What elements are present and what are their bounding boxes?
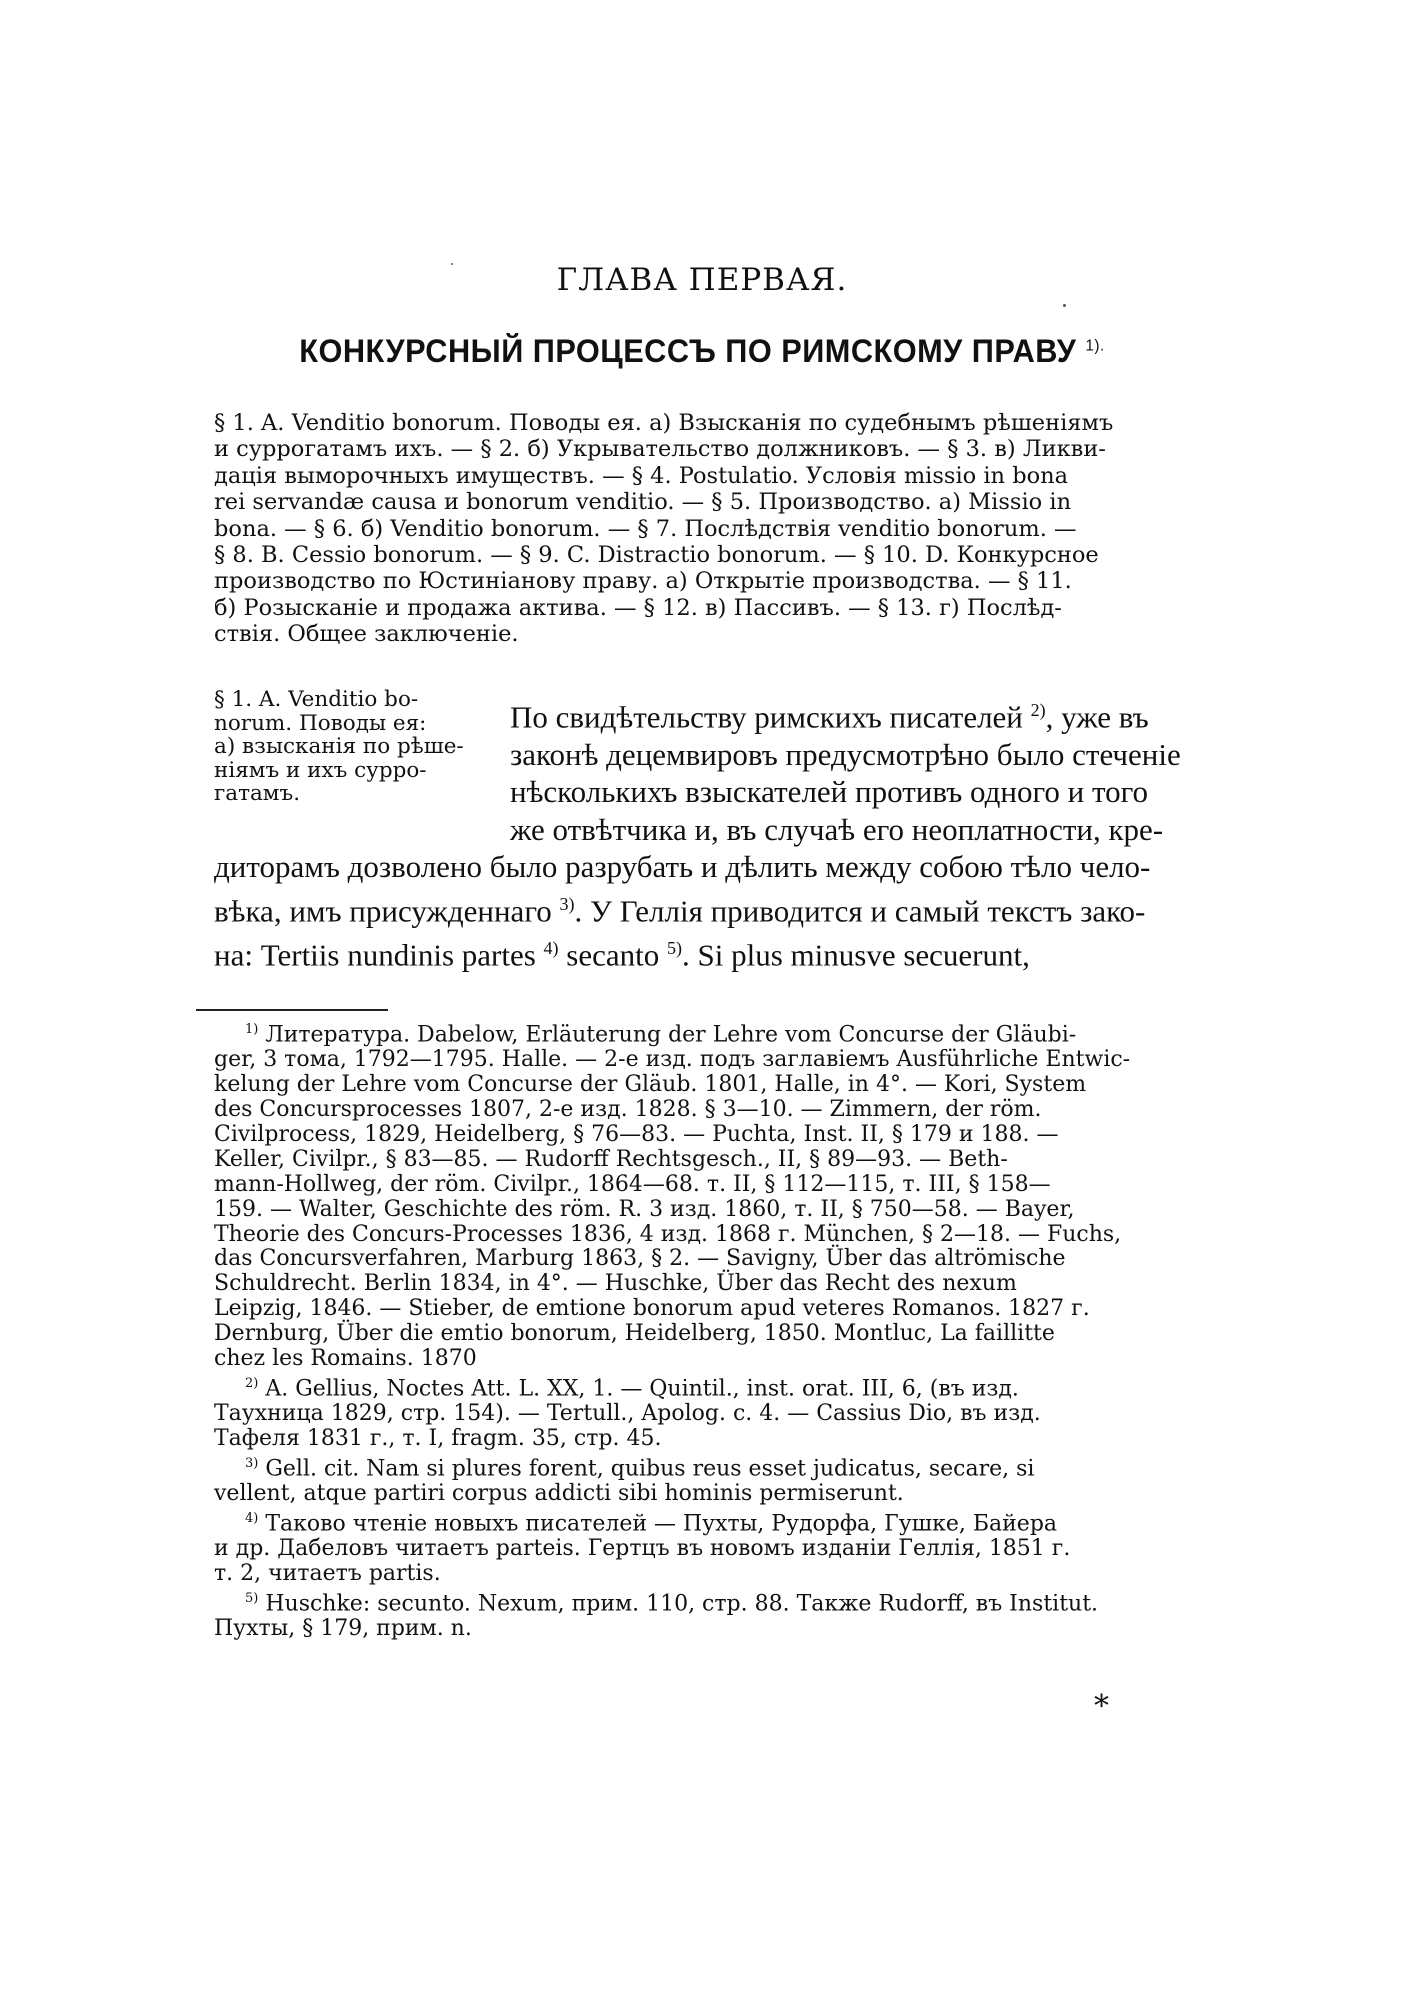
footnote-line: Таухница 1829, стр. 154). — Tertull., Apolog. c. 4. — Cassius Dio, въ изд. (214, 1401, 1041, 1427)
summary-line: rei servandæ causa и bonorum venditio. — § 5. Производство. а) Missio in (214, 489, 1072, 516)
footnote-line (214, 1587, 1214, 1617)
footnote-mark: 5) (245, 1591, 259, 1607)
body-line: нѣсколькихъ взыскателей противъ одного и того (510, 774, 1149, 810)
footnote-text: A. Gellius, Noctes Att. L. XX, 1. — Quintil., inst. orat. III, 6, (въ изд. (258, 1376, 1019, 1402)
body-text-span: . Si plus minusve secuerunt, (682, 936, 1030, 972)
footnote-line: Schuldrecht. Berlin 1834, in 4°. — Huschke, Über das Recht des nexum (214, 1271, 1017, 1297)
chapter-heading: ГЛАВА ПЕРВАЯ. (556, 262, 848, 298)
margin-note-line: ніямъ и ихъ сурро- (214, 757, 427, 783)
footnote-ref: 2) (1030, 700, 1046, 720)
footnote-text: Huschke: secunto. Nexum, прим. 110, стр. 88. Также Rudorff, въ Institut. (258, 1591, 1099, 1617)
scan-speck (451, 263, 453, 265)
footnote-line: des Concursprocesses 1807, 2-е изд. 1828. § 3—10. — Zimmern, der röm. (214, 1097, 1042, 1123)
footnote-line: Theorie des Concurs-Processes 1836, 4 изд. 1868 г. München, § 2—18. — Fuchs, (214, 1221, 1122, 1247)
footnote-mark: 3) (245, 1456, 259, 1472)
footnote-line: chez les Romains. 1870 (214, 1346, 477, 1372)
body-line: законѣ децемвировъ предусмотрѣно было стеченіе (510, 736, 1181, 772)
footnote-line: Пухты, § 179, прим. n. (214, 1616, 472, 1642)
footnote-mark: 4) (245, 1511, 259, 1527)
body-text-span: По свидѣтельству римскихъ писателей (510, 699, 1031, 735)
body-text-span: , уже въ (1045, 699, 1149, 735)
footnote-ref: 3) (559, 893, 575, 914)
footnote-line (214, 1452, 1214, 1482)
footnote-mark: 1) (245, 1022, 259, 1037)
chapter-summary (214, 410, 1194, 648)
footnote-text: Литература. Dabelow, Erläuterung der Lehre vom Concurse der Gläubi- (258, 1022, 1077, 1048)
footnote-line: Leipzig, 1846. — Stieber, de emtione bonorum apud veteres Romanos. 1827 г. (214, 1296, 1090, 1322)
footnote-ref: 5) (667, 937, 682, 958)
footnote-line: 159. — Walter, Geschichte des röm. R. 3 изд. 1860, т. II, § 750—58. — Bayer, (214, 1196, 1075, 1222)
footnote-line: kelung der Lehre vom Concurse der Gläub. 1801, Halle, in 4°. — Kori, System (214, 1072, 1087, 1098)
footnote-ref: 4) (543, 937, 559, 958)
margin-note-line: norum. Поводы ея: (214, 710, 427, 736)
footnote-line: ger, 3 тома, 1792—1795. Halle. — 2-е изд. подъ заглавіемъ Ausführliche Entwic- (214, 1047, 1131, 1073)
footnote-line: Dernburg, Über die emtio bonorum, Heidelberg, 1850. Montluc, La faillitte (214, 1321, 1055, 1347)
body-line: же отвѣтчика и, въ случаѣ его неоплатности, кре- (510, 811, 1164, 847)
body-line (214, 886, 1204, 930)
footnote-text: Gell. cit. Nam si plures forent, quibus reus esset judicatus, secare, si (258, 1456, 1035, 1482)
margin-note-line: гатамъ. (214, 781, 301, 806)
body-line (214, 692, 1204, 736)
footnote-text: Таково чтеніе новыхъ писателей — Пухты, Рудорфа, Гушке, Байера (258, 1511, 1058, 1537)
body-text (214, 692, 1204, 973)
footnote-line: mann-Hollweg, der röm. Civilpr., 1864—68. т. II, § 112—115, т. III, § 158— (214, 1171, 1051, 1197)
body-line: диторамъ дозволено было разрубать и дѣлить между собою тѣло чело- (214, 849, 1151, 885)
margin-note-line: а) взысканія по рѣше- (214, 734, 464, 759)
footnote-line: и др. Дабеловъ читаетъ parteis. Гертцъ въ новомъ изданіи Геллія, 1851 г. (214, 1536, 1071, 1562)
footnote-line (214, 1372, 1214, 1402)
footnote-line: vellent, atque partiri corpus addicti sibi hominis permiserunt. (214, 1481, 904, 1507)
footnote-mark: 2) (245, 1376, 259, 1392)
title-footnote-mark: 1). (1085, 337, 1105, 355)
footnote-line: das Concursverfahren, Marburg 1863, § 2. — Savigny, Über das altrömische (214, 1246, 1066, 1272)
footnote-line: т. 2, читаетъ partis. (214, 1561, 441, 1587)
footnotes (214, 1018, 1214, 1642)
footnote-line (214, 1507, 1214, 1537)
summary-line: производство по Юстиніанову праву. а) Открытіе производства. — § 11. (214, 568, 1072, 595)
summary-line: § 8. B. Cessio bonorum. — § 9. C. Distractio bonorum. — § 10. D. Конкурсное (214, 542, 1099, 569)
footnote-divider (196, 1009, 388, 1011)
summary-line: § 1. A. Venditio bonorum. Поводы ея. а) Взысканія по судебнымъ рѣшеніямъ (214, 410, 1114, 436)
footnote-line: Civilprocess, 1829, Heidelberg, § 76—83. — Puchta, Inst. II, § 179 и 188. — (214, 1121, 1059, 1147)
body-line (214, 930, 1204, 974)
summary-line: дація выморочныхъ имуществъ. — § 4. Postulatio. Условія missio in bona (214, 462, 1069, 489)
body-text-span: на: Tertiis nundinis partes (214, 936, 544, 972)
body-text-span: . У Геллія приводится и самый текстъ зако- (574, 893, 1146, 929)
footnote-line (214, 1018, 1214, 1048)
chapter-title-text: КОНКУРСНЫЙ ПРОЦЕССЪ ПО РИМСКОМУ ПРАВУ (299, 333, 1077, 369)
summary-line: ствія. Общее заключеніе. (214, 621, 519, 648)
footnote-line: Keller, Civilpr., § 83—85. — Rudorff Rechtsgesch., II, § 89—93. — Beth- (214, 1146, 1008, 1172)
summary-line: и суррогатамъ ихъ. — § 2. б) Укрывательство должниковъ. — § 3. в) Ликви- (214, 436, 1106, 463)
scan-speck (1063, 304, 1066, 307)
signature-mark: * (1094, 1689, 1109, 1724)
footnote-line: Тафеля 1831 г., т. I, fragm. 35, стр. 45. (214, 1426, 662, 1452)
summary-line: bona. — § 6. б) Venditio bonorum. — § 7. Послѣдствія venditio bonorum. — (214, 515, 1077, 542)
summary-line: б) Розысканіе и продажа актива. — § 12. в) Пассивъ. — § 13. г) Послѣд- (214, 594, 1062, 621)
body-text-span: вѣка, имъ присужденнаго (214, 893, 560, 929)
body-text-span: secanto (558, 936, 667, 972)
chapter-title (28, 333, 1376, 370)
margin-note-line: § 1. A. Venditio bo- (214, 687, 419, 712)
